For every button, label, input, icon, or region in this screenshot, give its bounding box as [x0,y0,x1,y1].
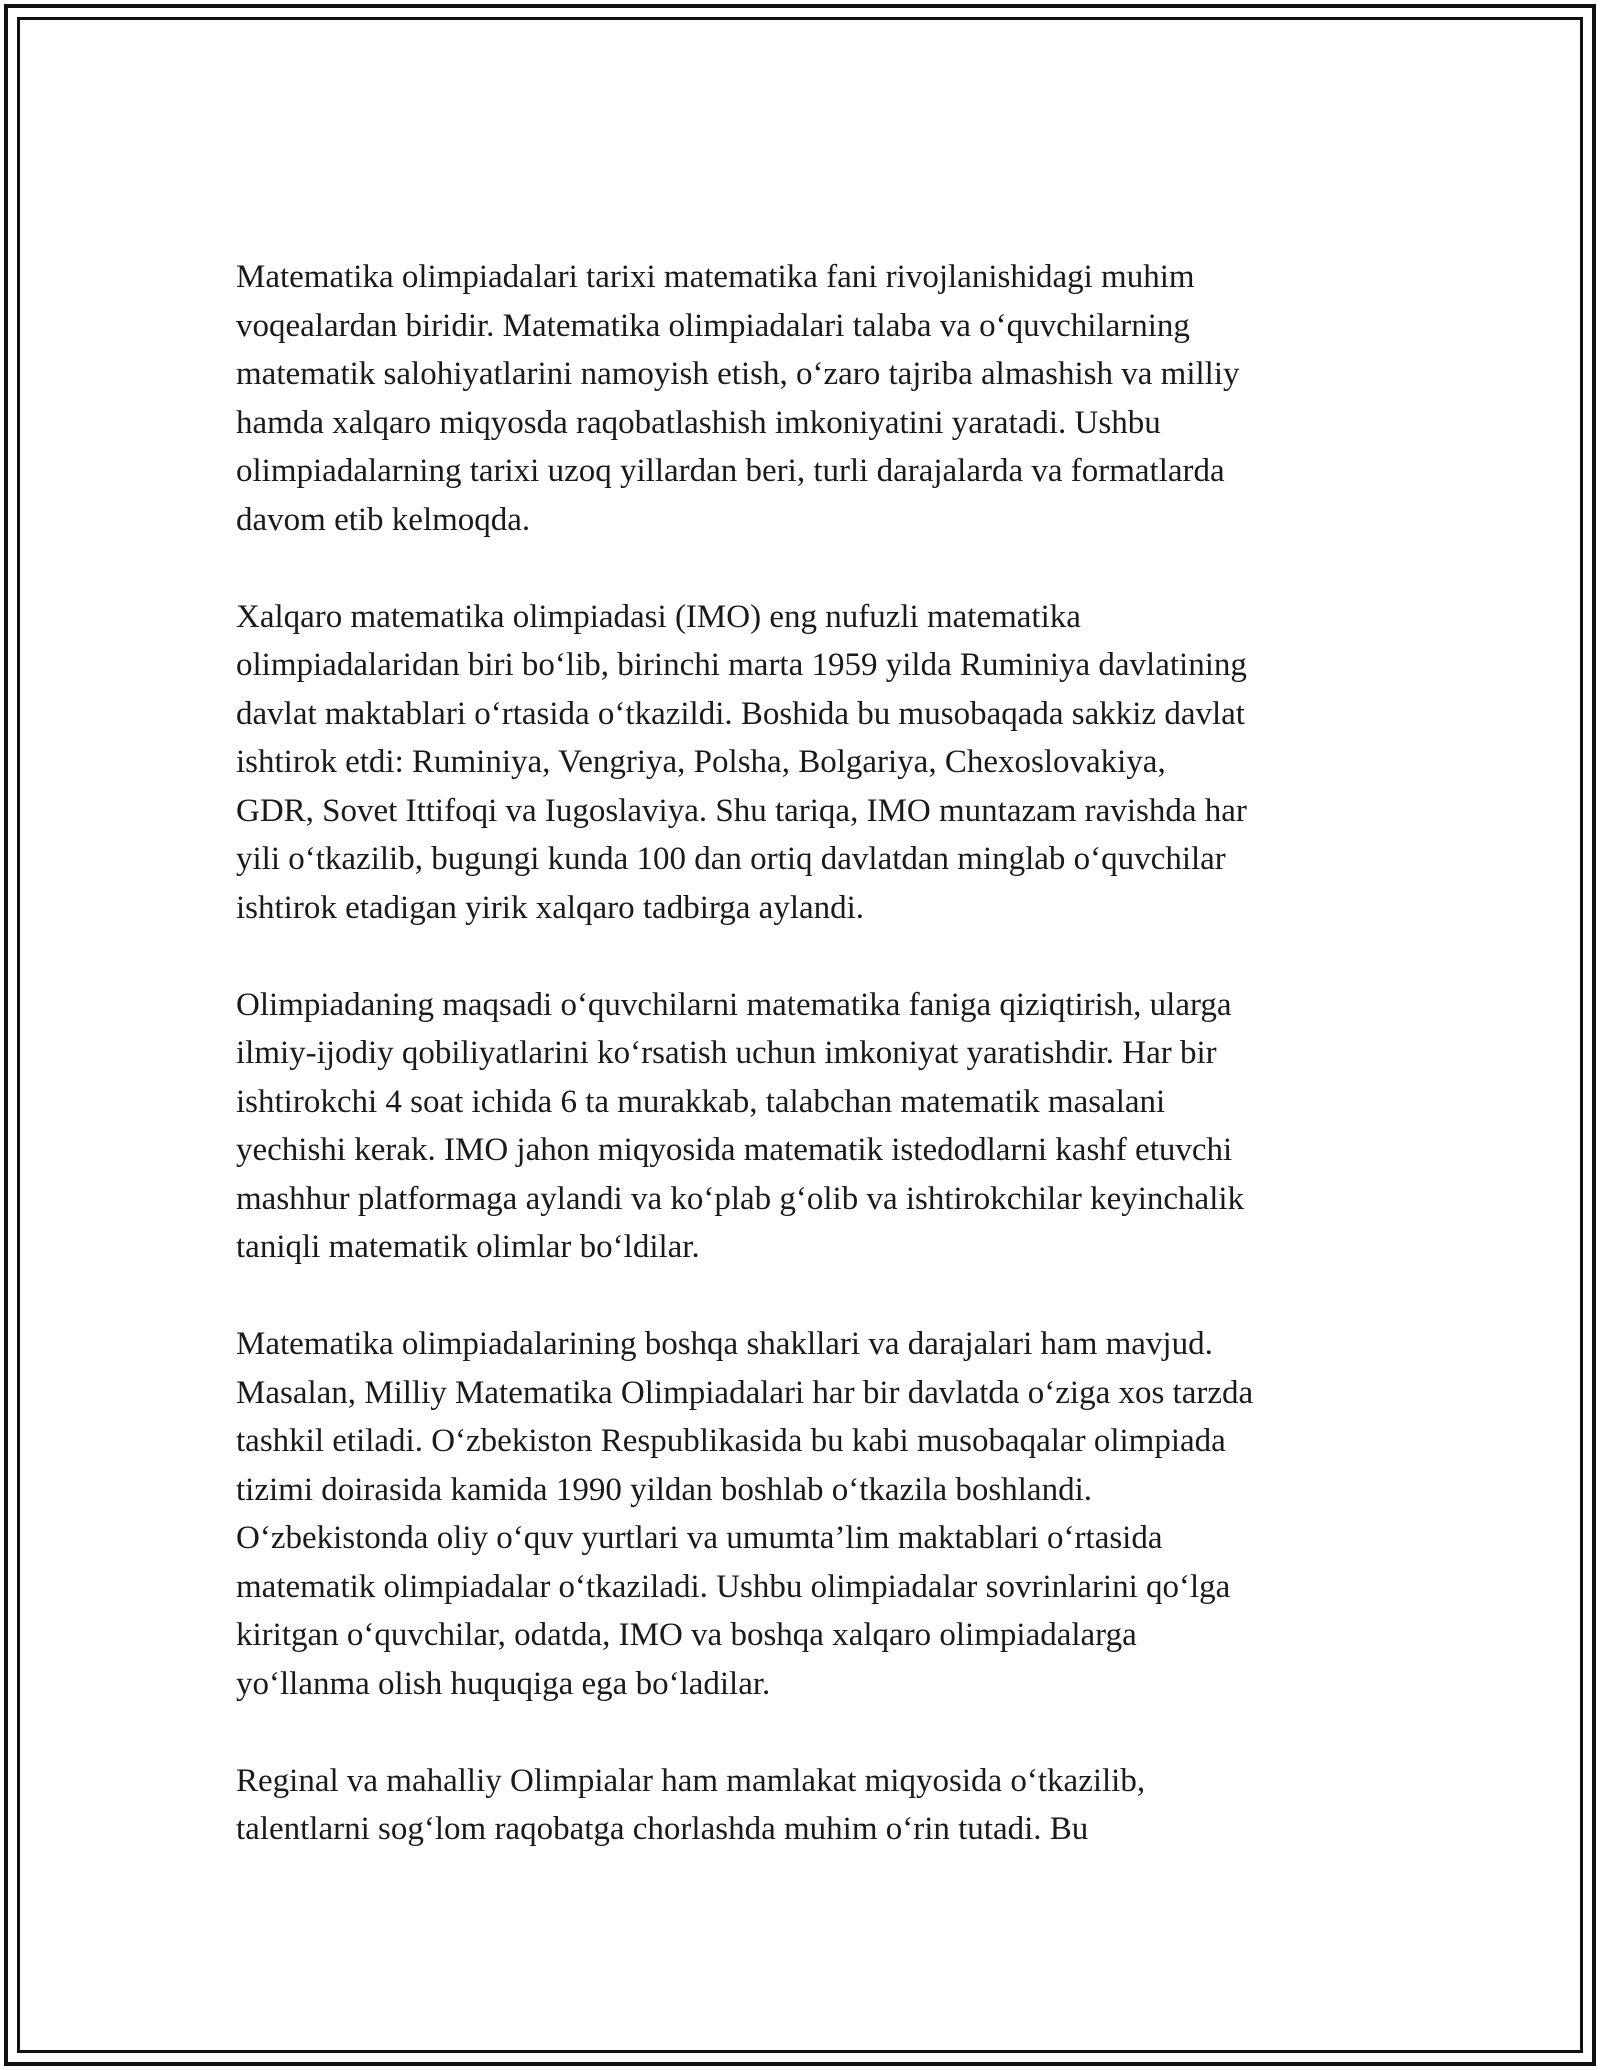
paragraph-1 [236,253,1396,544]
text-line: kiritgan o‘quvchilar, odatda, IMO va boshqa xalqaro olimpiadalarga [236,1617,1137,1653]
paragraph-2 [236,593,1396,933]
paragraph-5 [236,1757,1396,1854]
text-line: Matematika olimpiadalarining boshqa shakllari va darajalari ham mavjud. [236,1326,1213,1362]
text-line: GDR, Sovet Ittifoqi va Iugoslaviya. Shu tariqa, IMO muntazam ravishda har [236,792,1247,829]
text-line: davlat maktablari o‘rtasida o‘tkazildi. Boshida bu musobaqada sakkiz davlat [236,695,1245,732]
paragraph-3 [236,981,1396,1272]
text-line: talentlarni sog‘lom raqobatga chorlashda muhim o‘rin tutadi. Bu [236,1811,1089,1847]
text-line: matematik olimpiadalar o‘tkaziladi. Ushbu olimpiadalar sovrinlarini qo‘lga [236,1568,1231,1605]
text-line: hamda xalqaro miqyosda raqobatlashish imkoniyatini yaratadi. Ushbu [236,404,1161,441]
paragraph-4 [236,1320,1396,1708]
text-line: mashhur platformaga aylandi va ko‘plab g‘olib va ishtirokchilar keyinchalik [236,1180,1245,1217]
text-line: olimpiadalarning tarixi uzoq yillardan beri, turli darajalarda va formatlarda [236,453,1225,489]
text-line: tashkil etiladi. O‘zbekiston Respublikasida bu kabi musobaqalar olimpiada [236,1423,1226,1459]
text-line: ishtirok etadigan yirik xalqaro tadbirga aylandi. [236,889,865,926]
text-line: ilmiy-ijodiy qobiliyatlarini ko‘rsatish uchun imkoniyat yaratishdir. Har bir [236,1035,1217,1071]
text-line: Matematika olimpiadalari tarixi matematika fani rivojlanishidagi muhim [236,259,1195,295]
text-line: yili o‘tkazilib, bugungi kunda 100 dan ortiq davlatdan minglab o‘quvchilar [236,841,1226,877]
text-line: voqealardan biridir. Matematika olimpiadalari talaba va o‘quvchilarning [236,307,1190,344]
text-line: matematik salohiyatlarini namoyish etish, o‘zaro tajriba almashish va milliy [236,356,1240,392]
text-line: davom etib kelmoqda. [236,501,531,538]
text-line: Olimpiadaning maqsadi o‘quvchilarni matematika faniga qiziqtirish, ularga [236,986,1232,1023]
text-line: ishtirok etdi: Ruminiya, Vengriya, Polsha, Bolgariya, Chexoslovakiya, [236,744,1166,780]
text-line: Reginal va mahalliy Olimpialar ham mamlakat miqyosida o‘tkazilib, [236,1762,1146,1799]
document-body [236,253,1396,1902]
text-line: yo‘llanma olish huquqiga ega bo‘ladilar. [236,1665,771,1702]
text-line: tizimi doirasida kamida 1990 yildan boshlab o‘tkazila boshlandi. [236,1471,1092,1508]
text-line: Xalqaro matematika olimpiadasi (IMO) eng nufuzli matematika [236,598,1081,635]
text-line: O‘zbekistonda oliy o‘quv yurtlari va umumta’lim maktablari o‘rtasida [236,1520,1163,1556]
text-line: ishtirokchi 4 soat ichida 6 ta murakkab, talabchan matematik masalani [236,1083,1166,1120]
text-line: Masalan, Milliy Matematika Olimpiadalari har bir davlatda o‘ziga xos tarzda [236,1374,1254,1411]
text-line: taniqli matematik olimlar bo‘ldilar. [236,1229,700,1265]
text-line: olimpiadalaridan biri bo‘lib, birinchi marta 1959 yilda Ruminiya davlatining [236,647,1247,683]
text-line: yechishi kerak. IMO jahon miqyosida matematik istedodlarni kashf etuvchi [236,1132,1233,1168]
